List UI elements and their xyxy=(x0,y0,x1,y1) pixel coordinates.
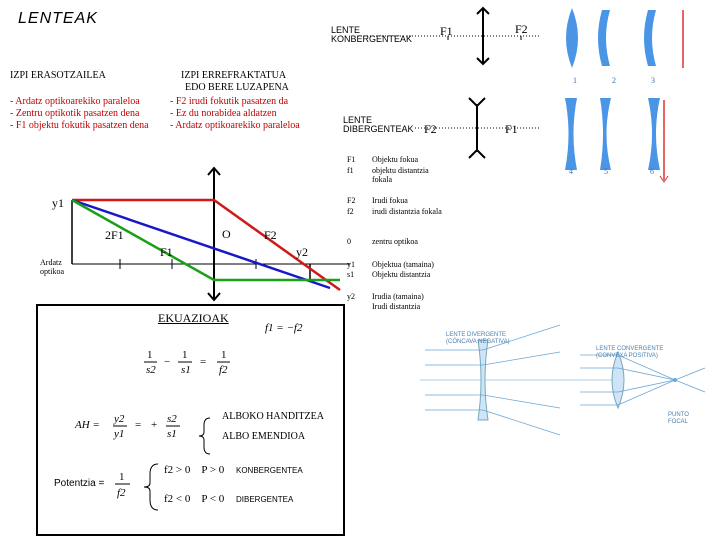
f2-top-label: F2 xyxy=(515,22,528,36)
f1-diverging-label: F1 xyxy=(505,122,518,136)
converging-condition: f2 > 0 P > 0 xyxy=(164,464,225,476)
converging-lens-label: LENTE KONBERGENTEAK xyxy=(331,25,413,44)
f2-diverging-label: F2 xyxy=(424,122,437,136)
power-label: Potentzia = xyxy=(54,478,105,489)
incident-ray-heading: IZPI ERASOTZAILEA xyxy=(10,70,106,81)
page-title: LENTEAK xyxy=(18,10,98,27)
power-denominator: f2 xyxy=(117,487,126,499)
ray-center xyxy=(72,200,330,288)
f2-axis-label: F2 xyxy=(264,228,277,242)
refracted-ray-heading: IZPI ERREFRAKTATUA EDO BERE LUZAPENA xyxy=(181,70,289,93)
page: LENTEAK LENTE KONBERGENTEAK LENTE DIBERGENTEAK F1 F2 F2 F1 IZPI ERASOTZAILEA IZPI ERREFRAKTATUA EDO BERE LUZAPENA - Ardatz optikoarekiko paraleloa - Zentru optikotik pasatzen dena - F1 objektu fokutik pasatzen dena - F2 irudi fokutik pasatzen da - Ez du norabidea aldatzen - Ardatz optikoarekiko paraleloa F1 Objektu fokua f1 objektu distantzia fokala F2 Irudi fokua f2 irudi distantzia fokala 0 zentru optikoa y1 Objektua (tamaina) s1 Objektu distantzia y2 Irudia (tamaina) Irudi distantzia y1 2F1 F1 O F2 y2 Ardatz optikoa EKUAZIOAK f1 = −f2 1 s2 − 1 s1 = 1 f2 AH = y2 y1 = + s2 s1 ALBOKO HANDITZEA ALBO EMENDIOA Potentzia = 1 f2 f2 > 0 P > 0 KONBERGENTEA f2 < 0 P < 0 DIBERGENTEA 1 2 3 4 5 6 LENTE DIVERGENTE (CÓNCAVA NEGATIVA) LENTE CONVERGENTE (CONVEXA POSITIVA) PUNTO FOCAL xyxy=(0,0,720,540)
f1-axis-label: F1 xyxy=(160,245,173,259)
lens-number-2: 2 xyxy=(612,76,616,85)
diverging-word: DIBERGENTEA xyxy=(236,495,294,504)
optical-center-label: O xyxy=(222,227,231,241)
converging-word: KONBERGENTEA xyxy=(236,466,303,475)
y1-label: y1 xyxy=(52,196,64,210)
incident-ray-list: - Ardatz optikoarekiko paraleloa - Zentru optikotik pasatzen dena - F1 objektu fokutik pasatzen dena xyxy=(10,96,149,131)
diverging-condition: f2 < 0 P < 0 xyxy=(164,493,225,505)
lens-number-1: 1 xyxy=(573,76,577,85)
lens-number-6: 6 xyxy=(650,167,654,176)
lateral-magnification-label: ALBOKO HANDITZEA xyxy=(222,411,324,422)
focal-relation: f1 = −f2 xyxy=(265,322,303,334)
two-f1-label: 2F1 xyxy=(105,228,124,242)
focal-point-caption: PUNTO FOCAL xyxy=(668,412,689,425)
converging-caption: LENTE CONVERGENTE (CONVEXA POSITIVA) xyxy=(596,346,664,359)
diverging-lens-label: LENTE DIBERGENTEAK xyxy=(343,115,414,134)
f1-top-label: F1 xyxy=(440,24,453,38)
optical-axis-label: Ardatz optikoa xyxy=(40,258,64,276)
lens-number-4: 4 xyxy=(569,167,573,176)
lateral-increase-label: ALBO EMENDIOA xyxy=(222,431,306,442)
refracted-ray-list: - F2 irudi fokutik pasatzen da - Ez du norabidea aldatzen - Ardatz optikoarekiko paraleloa xyxy=(170,96,300,131)
y2-label: y2 xyxy=(296,245,308,259)
diverging-caption: LENTE DIVERGENTE (CÓNCAVA NEGATIVA) xyxy=(446,332,510,345)
lens-shapes xyxy=(565,8,660,170)
power-numerator: 1 xyxy=(119,471,125,483)
equations-heading: EKUAZIOAK xyxy=(158,311,229,325)
lens-number-5: 5 xyxy=(604,167,608,176)
lens-number-3: 3 xyxy=(651,76,655,85)
